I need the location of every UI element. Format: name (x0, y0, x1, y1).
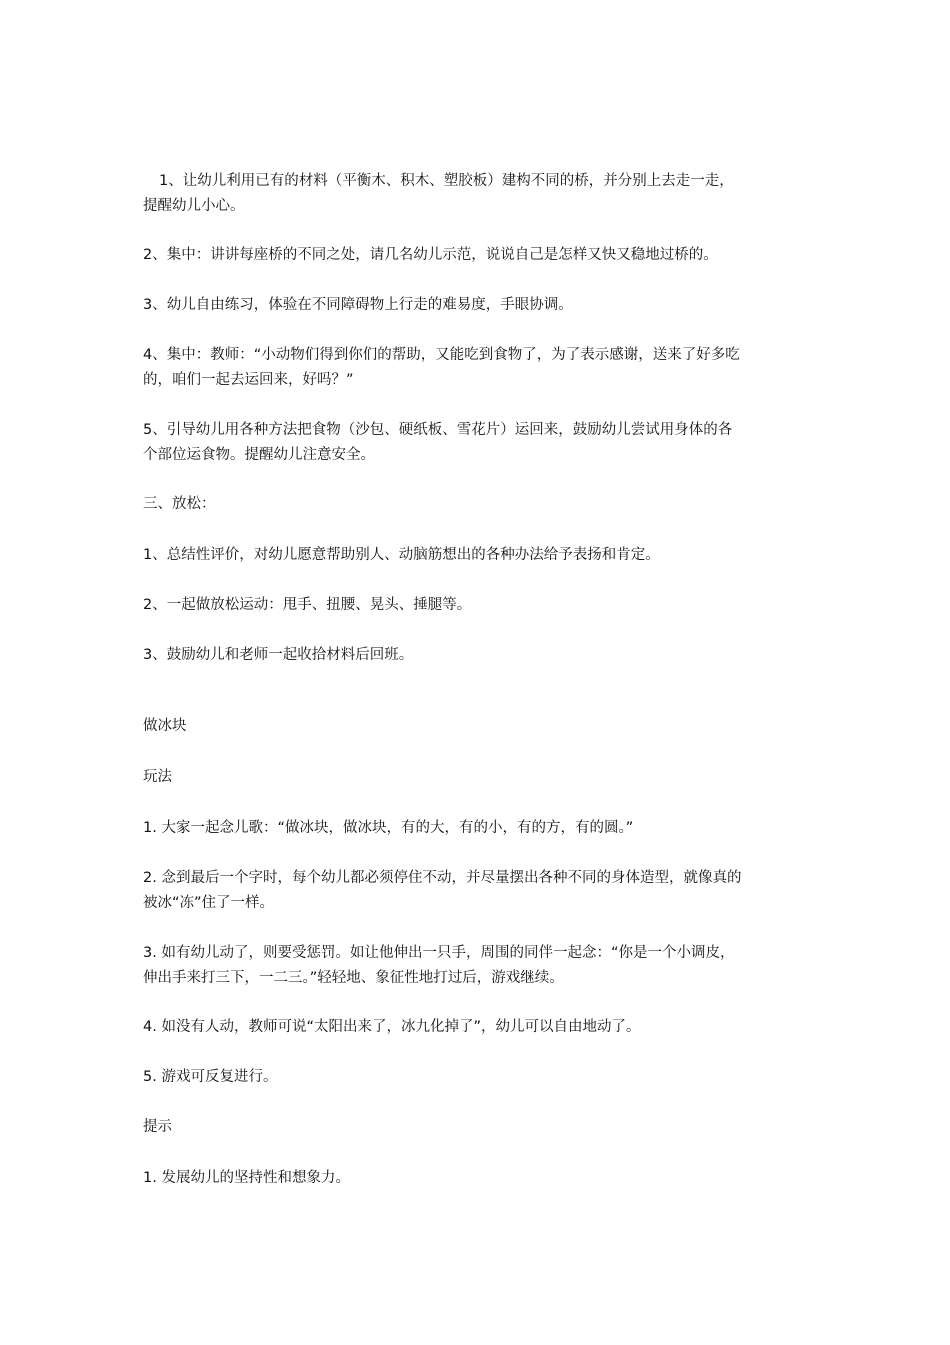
paragraph-rule-2: 2. 念到最后一个字时，每个幼儿都必须停住不动，并尽量摆出各种不同的身体造型，就像真的被冰“冻”住了一样。 (143, 870, 742, 911)
section-heading-relax: 三、放松： (143, 496, 216, 512)
paragraph-rule-1: 1. 大家一起念儿歌：“做冰块，做冰块，有的大，有的小，有的方，有的圆。” (143, 820, 634, 836)
paragraph-step-4: 4、集中：教师：“小动物们得到你们的帮助，又能吃到食物了，为了表示感谢，送来了好多吃的，咱们一起去运回来，好吗？” (143, 347, 740, 388)
paragraph-step-3: 3、幼儿自由练习，体验在不同障碍物上行走的难易度，手眼协调。 (143, 297, 573, 313)
paragraph-step-1: 1、让幼儿利用已有的材料（平衡木、积木、塑胶板）建构不同的桥，并分别上去走一走，提醒幼儿小心。 (143, 173, 734, 214)
section-heading-tips: 提示 (143, 1119, 172, 1135)
paragraph-rule-4: 4. 如没有人动，教师可说“太阳出来了，冰九化掉了”，幼儿可以自由地动了。 (143, 1019, 641, 1035)
paragraph-rule-5: 5. 游戏可反复进行。 (143, 1069, 278, 1085)
game-title: 做冰块 (143, 718, 187, 734)
paragraph-relax-1: 1、总结性评价，对幼儿愿意帮助别人、动脑筋想出的各种办法给予表扬和肯定。 (143, 547, 660, 563)
paragraph-step-2: 2、集中：讲讲每座桥的不同之处，请几名幼儿示范，说说自己是怎样又快又稳地过桥的。 (143, 247, 718, 263)
paragraph-relax-3: 3、鼓励幼儿和老师一起收拾材料后回班。 (143, 647, 414, 663)
paragraph-relax-2: 2、一起做放松运动：甩手、扭腰、晃头、捶腿等。 (143, 597, 472, 613)
paragraph-rule-3: 3. 如有幼儿动了，则要受惩罚。如让他伸出一只手，周围的同伴一起念：“你是一个小调皮，伸出手来打三下，一二三。”轻轻地、象征性地打过后，游戏继续。 (143, 945, 735, 986)
section-heading-rules: 玩法 (143, 769, 172, 785)
paragraph-tip-1: 1. 发展幼儿的坚持性和想象力。 (143, 1170, 350, 1186)
paragraph-step-5: 5、引导幼儿用各种方法把食物（沙包、硬纸板、雪花片）运回来，鼓励幼儿尝试用身体的各个部位运食物。提醒幼儿注意安全。 (143, 422, 733, 463)
